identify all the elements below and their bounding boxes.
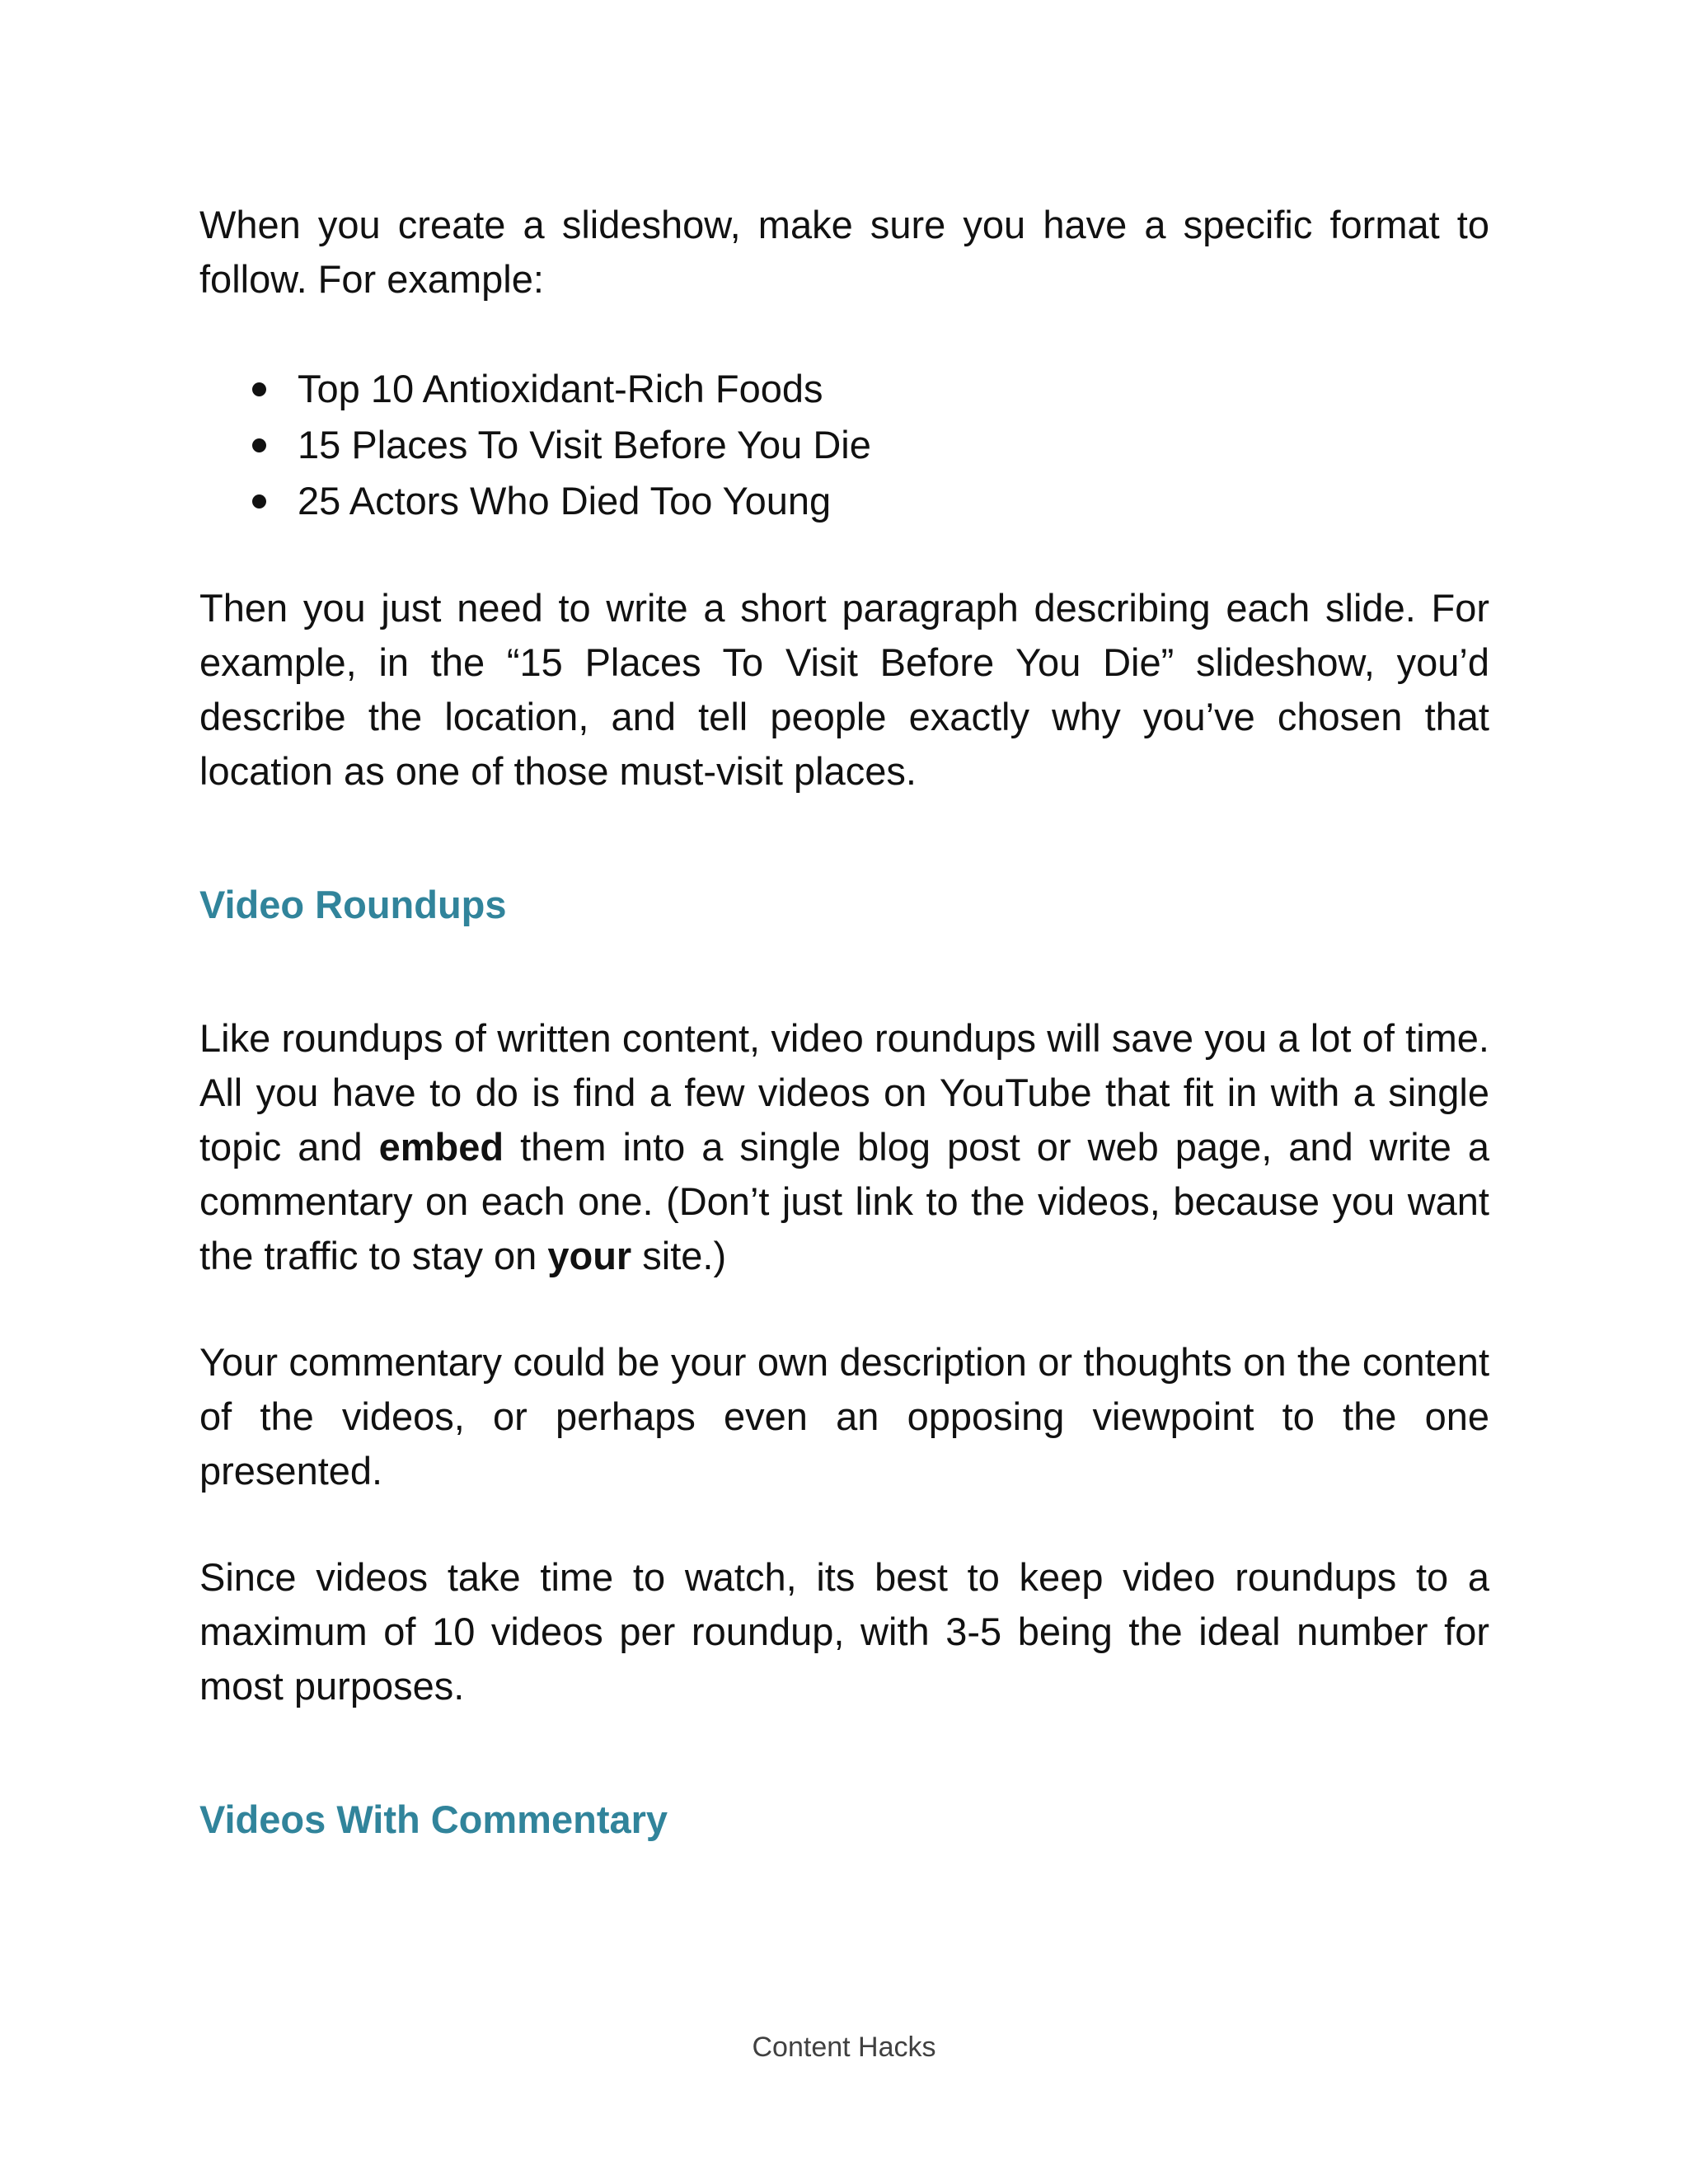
heading-videos-with-commentary: Videos With Commentary xyxy=(199,1797,668,1841)
commentary-paragraph: Your commentary could be your own description or thoughts on the content of the videos, or perhaps even an opposing viewpoint to the one presented. xyxy=(199,1340,1489,1493)
bold-embed: embed xyxy=(378,1125,504,1169)
bullet-icon xyxy=(252,382,266,396)
bullet-icon xyxy=(252,438,266,452)
slideshow-description-paragraph: Then you just need to write a short paragraph describing each slide. For example, in the “15 Places To Visit Before You Die” slideshow, you’d describe the location, and tell people exactly why you’ve chosen that location as one of those must-visit places. xyxy=(199,586,1489,793)
list-item xyxy=(199,417,1489,473)
example-list xyxy=(199,361,1489,529)
list-item xyxy=(199,473,1489,529)
list-item xyxy=(199,361,1489,417)
bold-your: your xyxy=(547,1234,632,1277)
list-item-text: 15 Places To Visit Before You Die xyxy=(298,423,871,466)
text-run: them into a single blog post or web page, and write a commentary on each one. (Don’t just link to the videos, because you want the traffic to stay on xyxy=(199,1125,1490,1277)
heading-video-roundups: Video Roundups xyxy=(199,883,507,926)
document-page xyxy=(199,198,1489,1847)
list-item-text: 25 Actors Who Died Too Young xyxy=(298,479,832,523)
video-count-paragraph: Since videos take time to watch, its best to keep video roundups to a maximum of 10 videos per roundup, with 3-5 being the ideal number for most purposes. xyxy=(199,1555,1489,1708)
page-footer: Content Hacks xyxy=(752,2032,936,2063)
text-run: site.) xyxy=(631,1234,727,1277)
intro-paragraph: When you create a slideshow, make sure you have a specific format to follow. For example: xyxy=(199,203,1489,301)
text-run: Like roundups of written content, video roundups will save you a lot of time. All you have to do is find a few videos on YouTube that fit in with a single topic and xyxy=(199,1016,1489,1169)
video-roundups-paragraph xyxy=(199,1011,1489,1283)
bullet-icon xyxy=(252,494,266,509)
list-item-text: Top 10 Antioxidant-Rich Foods xyxy=(298,367,823,410)
